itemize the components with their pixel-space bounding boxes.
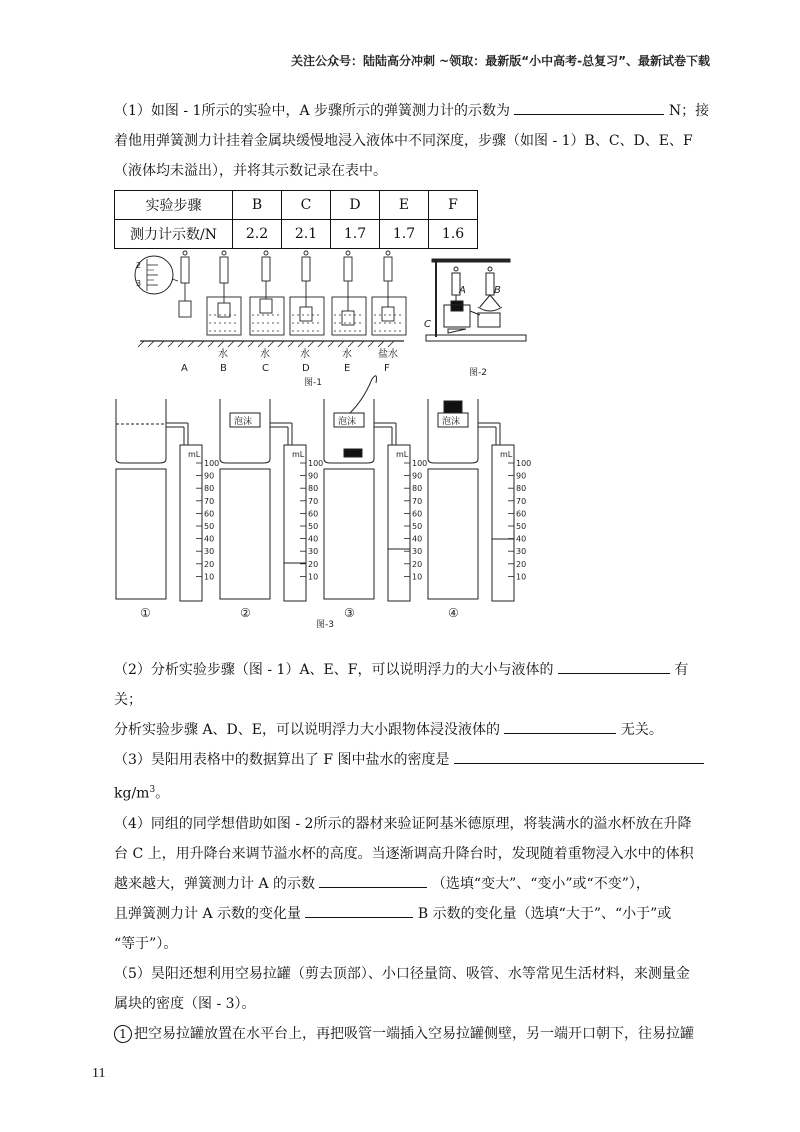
q4-line4: 且弹簧测力计 A 示数的变化量 B 示数的变化量（选填“大于”、“小于”或 xyxy=(114,899,704,929)
tick-label: 80 xyxy=(204,484,215,494)
table-header-label: 实验步骤 xyxy=(115,191,233,220)
label-c: C xyxy=(424,319,431,330)
scale-mark: 3 xyxy=(136,279,142,288)
tick-label: 40 xyxy=(516,534,527,544)
q1-line3: （液体均未溢出），并将其示数记录在表中。 xyxy=(114,163,387,179)
table-row xyxy=(115,191,478,220)
foam-label: 泡沫 xyxy=(338,417,357,427)
cylinder-graduations xyxy=(188,450,531,581)
liquid-label: 水 xyxy=(260,349,270,360)
answer-blank-q2a[interactable] xyxy=(558,657,670,674)
table-row-label: 测力计示数/N xyxy=(115,220,233,249)
figure-1-caption: 图-1 xyxy=(304,378,322,388)
step-label: D xyxy=(302,363,310,374)
tick-label: 20 xyxy=(516,559,527,569)
tick-label: 50 xyxy=(516,522,527,531)
unit-label: mL xyxy=(292,450,305,459)
tick-label: 100 xyxy=(516,459,532,468)
liquid-label: 水 xyxy=(218,349,228,360)
figure-2 xyxy=(424,259,526,378)
q5-line1: （5）昊阳还想利用空易拉罐（剪去顶部）、小口径量筒、吸管、水等常见生活材料，来测量金 xyxy=(114,965,690,982)
figures-area xyxy=(114,249,714,629)
q3-unit: $kg/m^3$。 xyxy=(114,785,170,802)
tick-label: 90 xyxy=(516,471,527,481)
tick-label: 80 xyxy=(308,484,319,494)
table-cell: 2.1 xyxy=(282,220,331,249)
tick-label: 90 xyxy=(204,471,215,481)
tick-label: 10 xyxy=(516,572,527,582)
q4-line1: （4）同组的同学想借助如图 - 2所示的器材来验证阿基米德原理，将装满水的溢水杯放在升降 xyxy=(114,815,692,832)
page-number: 11 xyxy=(92,1066,106,1081)
unit-label: mL xyxy=(188,450,201,459)
tick-label: 60 xyxy=(516,509,527,519)
panel-1 xyxy=(116,399,202,601)
tick-label: 10 xyxy=(204,572,215,582)
table-row xyxy=(115,220,478,249)
table-cell: B xyxy=(233,191,282,220)
tick-label: 70 xyxy=(412,496,423,506)
figure-3 xyxy=(116,376,531,629)
q5-step1: 1 把空易拉罐放置在水平台上，再把吸管一端插入空易拉罐侧壁，另一端开口朝下，往易拉罐 xyxy=(114,1019,704,1049)
q2-line2: 分析实验步骤 A、D、E，可以说明浮力大小跟物体浸没液体的 无关。 xyxy=(114,715,704,745)
q4-line5: “等于”）。 xyxy=(114,935,178,952)
figure-1 xyxy=(135,251,406,388)
step-label: C xyxy=(262,363,269,374)
tick-label: 30 xyxy=(204,547,215,557)
answer-blank-q4b[interactable] xyxy=(305,901,413,918)
panel-label: ④ xyxy=(448,606,459,620)
tick-label: 10 xyxy=(412,572,423,582)
tick-label: 60 xyxy=(204,509,215,519)
tick-label: 60 xyxy=(412,509,423,519)
q5-line2: 属块的密度（图 - 3）。 xyxy=(114,995,256,1012)
q1-line1: （1）如图 - 1所示的实验中，A 步骤所示的弹簧测力计的示数为 N；接 xyxy=(114,96,704,126)
tick-label: 40 xyxy=(412,534,423,544)
scale-mark: 2 xyxy=(136,261,142,270)
page-header: 关注公众号：陆陆高分冲刺 ~领取：最新版“小中高考-总复习”、最新试卷下载 xyxy=(291,54,710,68)
panel-label: ② xyxy=(240,606,251,620)
tick-label: 80 xyxy=(412,484,423,494)
panel-label: ③ xyxy=(344,606,355,620)
tick-label: 100 xyxy=(204,459,220,468)
answer-blank-q1[interactable] xyxy=(514,98,664,115)
tick-label: 10 xyxy=(308,572,319,582)
tick-label: 100 xyxy=(412,459,428,468)
table-cell: E xyxy=(380,191,429,220)
unit-label: mL xyxy=(500,450,513,459)
tick-label: 70 xyxy=(204,496,215,506)
q4-line3: 越来越大，弹簧测力计 A 的示数 （选填“变大”、“变小”或“不变”）， xyxy=(114,869,704,899)
tick-label: 60 xyxy=(308,509,319,519)
tick-label: 20 xyxy=(308,559,319,569)
panel-3 xyxy=(324,376,410,601)
label-a: A xyxy=(459,285,466,296)
tick-label: 80 xyxy=(516,484,527,494)
table-cell: C xyxy=(282,191,331,220)
data-table xyxy=(114,190,478,249)
figure-2-caption: 图-2 xyxy=(469,368,487,378)
liquid-label: 水 xyxy=(342,349,352,360)
q4-line2: 台 C 上，用升降台来调节溢水杯的高度。当逐渐调高升降台时，发现随着重物浸入水中的体积 xyxy=(114,845,694,862)
liquid-label: 水 xyxy=(300,349,310,360)
step-label: B xyxy=(220,363,227,374)
tick-label: 100 xyxy=(308,459,324,468)
tick-label: 90 xyxy=(412,471,423,481)
q3-line1: （3）昊阳用表格中的数据算出了 F 图中盐水的密度是 xyxy=(114,745,704,775)
answer-blank-q3[interactable] xyxy=(454,747,704,764)
label-b: B xyxy=(494,285,501,296)
tick-label: 50 xyxy=(204,522,215,531)
liquid-label: 盐水 xyxy=(378,349,398,360)
step-label: E xyxy=(344,363,351,374)
tick-label: 20 xyxy=(204,559,215,569)
tick-label: 40 xyxy=(204,534,215,544)
answer-blank-q4a[interactable] xyxy=(319,871,427,888)
tick-label: 40 xyxy=(308,534,319,544)
foam-label: 泡沫 xyxy=(442,417,461,427)
table-cell: 1.7 xyxy=(380,220,429,249)
panel-2 xyxy=(220,399,306,601)
question-content xyxy=(114,96,710,1049)
panel-label: ① xyxy=(140,606,151,620)
table-cell: F xyxy=(429,191,478,220)
tick-label: 50 xyxy=(308,522,319,531)
panel-4 xyxy=(428,399,514,601)
foam-label: 泡沫 xyxy=(234,417,253,427)
tick-label: 30 xyxy=(308,547,319,557)
answer-blank-q2b[interactable] xyxy=(504,717,616,734)
table-cell: D xyxy=(331,191,380,220)
step-number: 1 xyxy=(114,1025,132,1043)
table-cell: 2.2 xyxy=(233,220,282,249)
q1-line2: 着他用弹簧测力计挂着金属块缓慢地浸入液体中不同深度，步骤（如图 - 1）B、C、D、E、F xyxy=(114,133,693,149)
tick-label: 30 xyxy=(412,547,423,557)
step-label: A xyxy=(181,363,188,374)
tick-label: 90 xyxy=(308,471,319,481)
tick-label: 50 xyxy=(412,522,423,531)
tick-label: 70 xyxy=(516,496,527,506)
tick-label: 30 xyxy=(516,547,527,557)
table-cell: 1.6 xyxy=(429,220,478,249)
tick-label: 20 xyxy=(412,559,423,569)
step-label: F xyxy=(384,363,390,374)
tick-label: 70 xyxy=(308,496,319,506)
figure-3-caption: 图-3 xyxy=(316,620,334,629)
unit-label: mL xyxy=(396,450,409,459)
q2-line1: （2）分析实验步骤（图 - 1）A、E、F，可以说明浮力的大小与液体的 有关； xyxy=(114,655,704,715)
table-cell: 1.7 xyxy=(331,220,380,249)
